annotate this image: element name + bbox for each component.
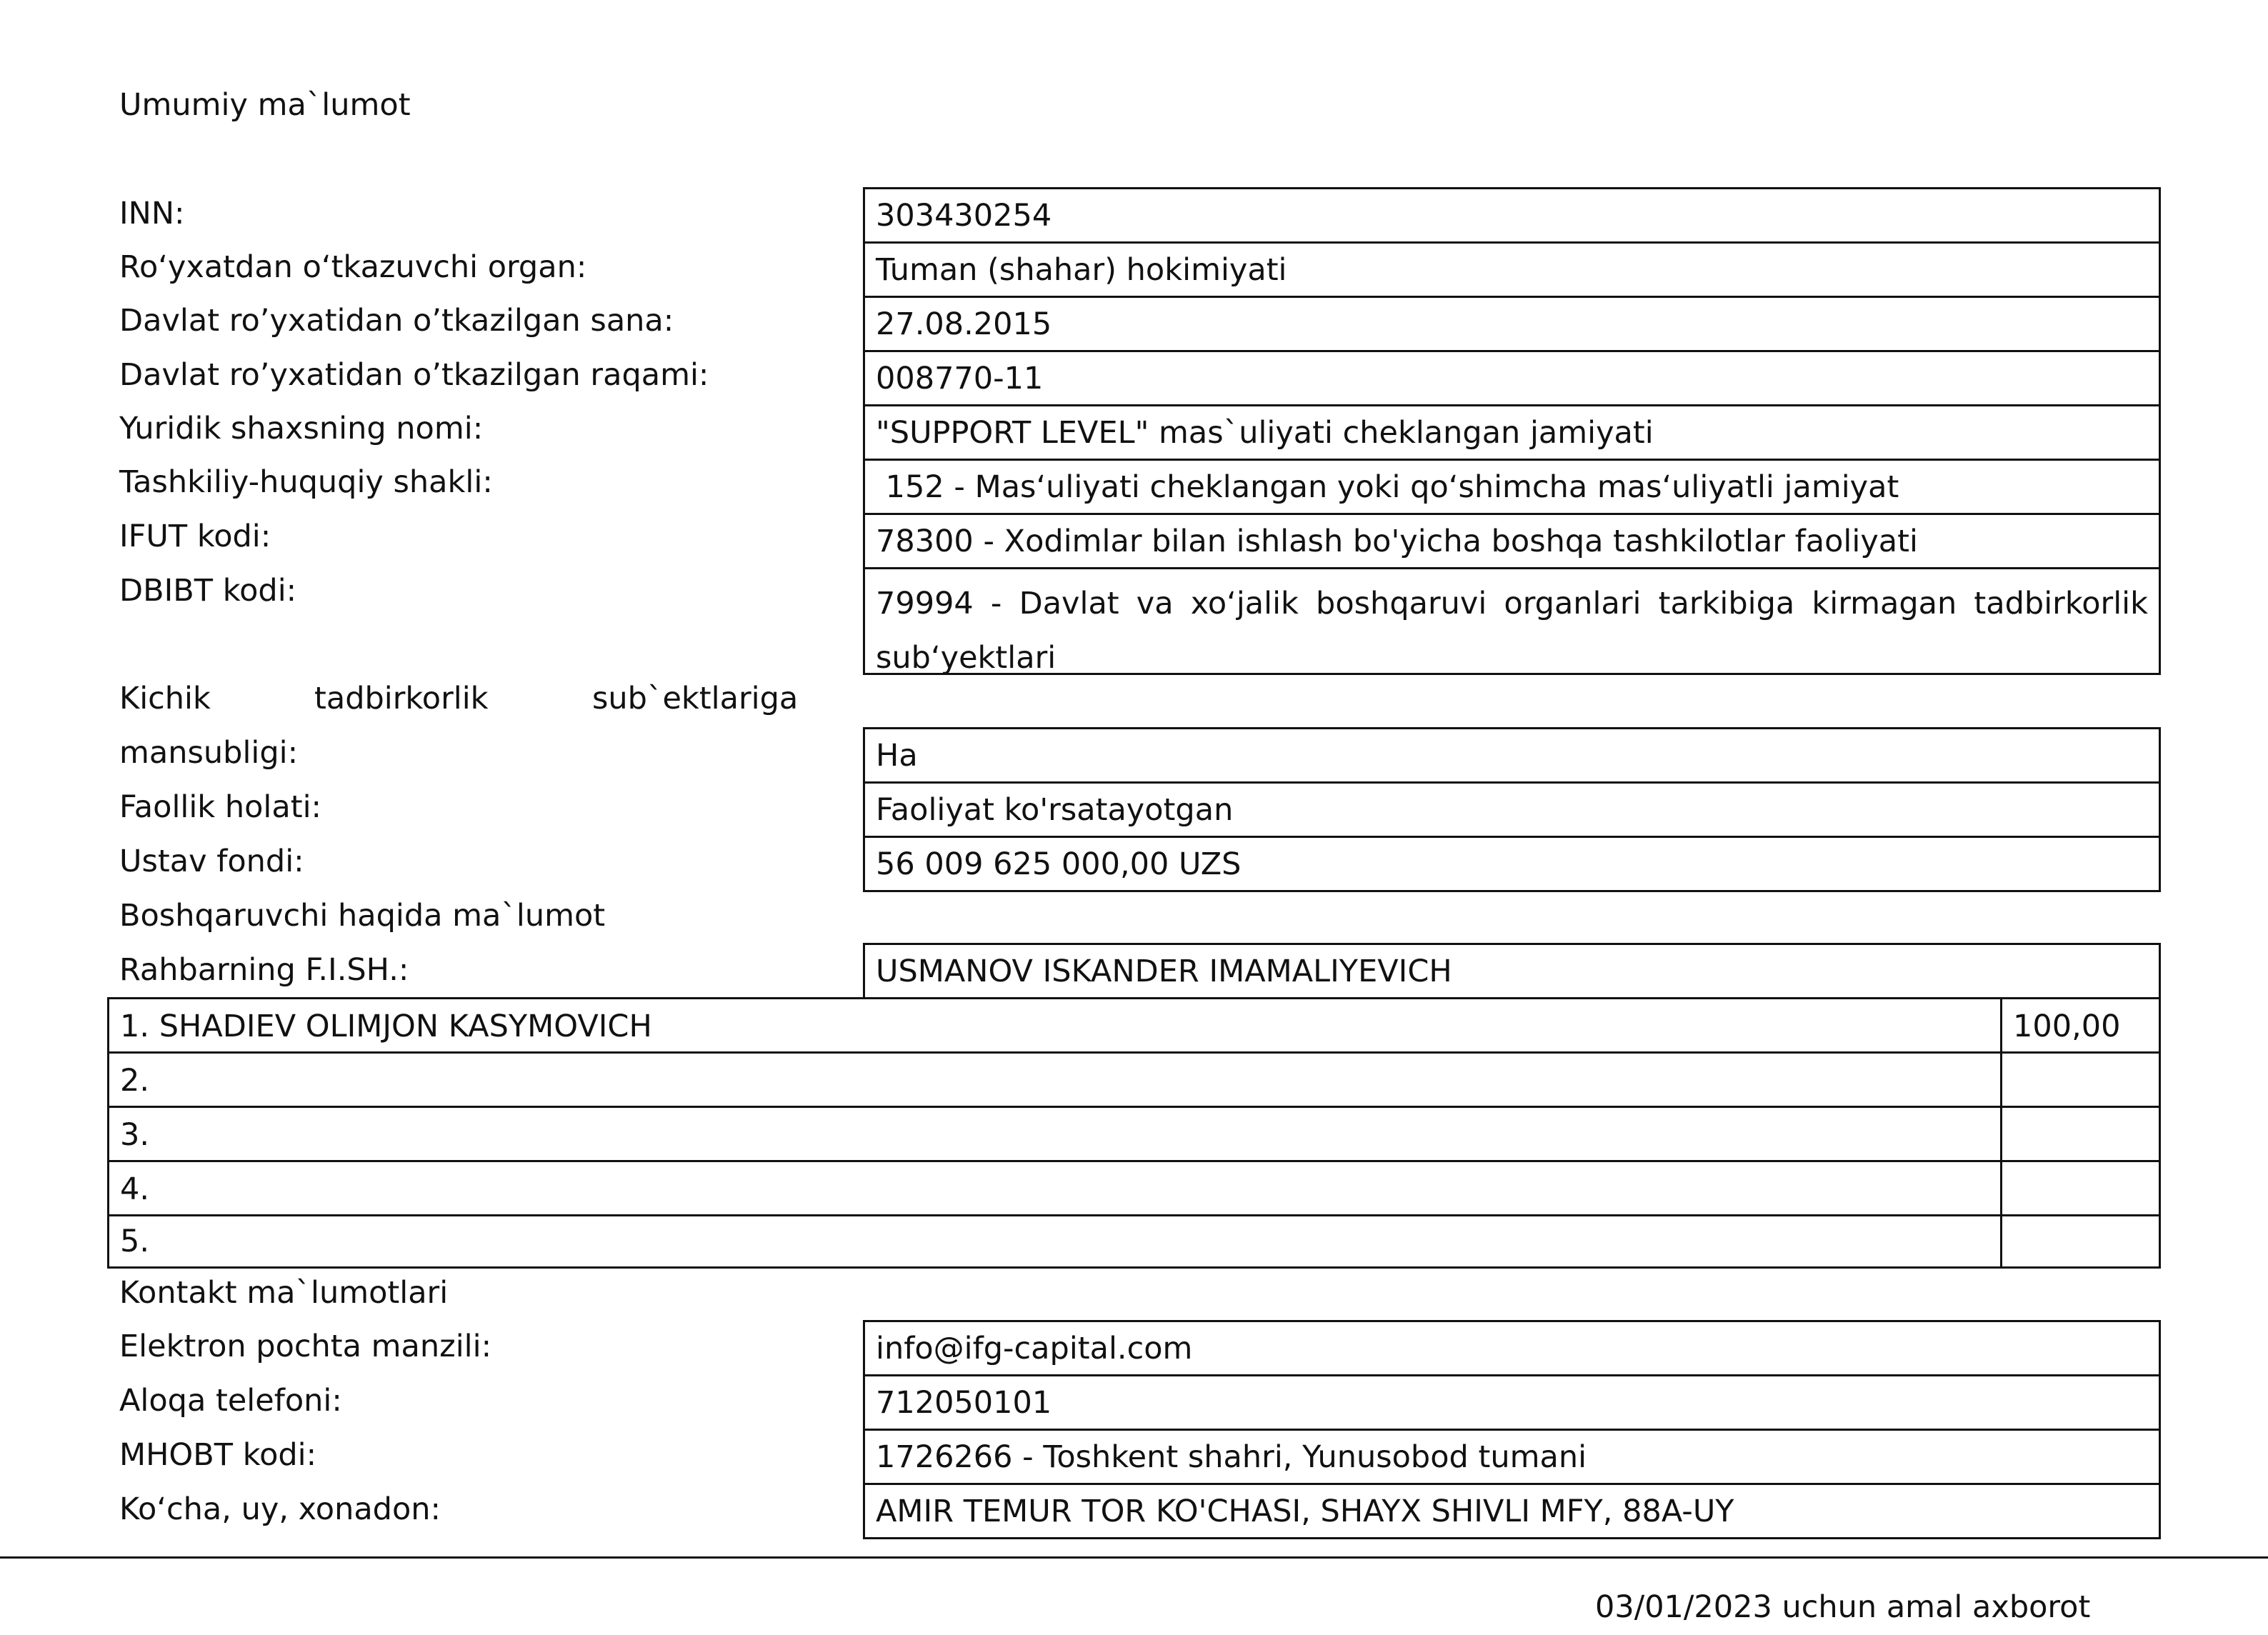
registering-authority-label: Ro‘yxatdan o‘tkazuvchi organ: [119,249,587,285]
inn-label: INN: [119,196,185,231]
registering-authority-value: Tuman (shahar) hokimiyati [863,241,2161,298]
street-address-label: Ko‘cha, uy, xonadon: [119,1491,441,1527]
registration-date-value: 27.08.2015 [863,296,2161,352]
registration-number-label: Davlat ro’yxatidan o’tkazilgan raqami: [119,357,709,393]
mhobt-code-value: 1726266 - Toshkent shahri, Yunusobod tumani [863,1429,2161,1485]
founder-name: 4. [120,1171,150,1207]
founder-share [2000,1216,2159,1266]
founders-table [107,997,2161,1269]
footer-date-note: 03/01/2023 uchun amal axborot [1595,1589,2091,1625]
footer-divider [0,1556,2268,1559]
small-business-label-word-1: Kichik [119,681,211,716]
founder-row [109,999,2159,1054]
legal-entity-name-label: Yuridik shaxsning nomi: [119,411,484,446]
founder-row [109,1054,2159,1108]
founder-share [2000,1108,2159,1162]
email-value: info@ifg-capital.com [863,1320,2161,1376]
small-business-value: Ha [863,727,2161,784]
section-title-contact: Kontakt ma`lumotlari [119,1275,449,1311]
manager-label: Rahbarning F.I.SH.: [119,952,409,988]
founder-name: 1. SHADIEV OLIMJON KASYMOVICH [120,1009,652,1044]
dbibt-code-label: DBIBT kodi: [119,573,297,609]
section-title-manager: Boshqaruvchi haqida ma`lumot [119,898,606,934]
founder-name: 5. [120,1224,150,1259]
founder-row [109,1216,2159,1266]
mhobt-code-label: MHOBT kodi: [119,1437,317,1473]
founder-share: 100,00 [2000,999,2159,1054]
inn-value: 303430254 [863,187,2161,244]
legal-form-label: Tashkiliy-huquqiy shakli: [119,464,493,500]
founder-share [2000,1162,2159,1216]
founder-name: 2. [120,1063,150,1099]
founder-name: 3. [120,1117,150,1153]
small-business-label-word-2: tadbirkorlik [314,681,489,716]
ifut-code-label: IFUT kodi: [119,519,271,554]
phone-value: 712050101 [863,1374,2161,1431]
founder-row [109,1162,2159,1216]
small-business-label-word-3: sub`ektlariga [592,681,799,716]
legal-entity-name-value: "SUPPORT LEVEL" mas`uliyati cheklangan jamiyati [863,404,2161,461]
manager-value: USMANOV ISKANDER IMAMALIYEVICH [863,943,2161,999]
section-title-general: Umumiy ma`lumot [119,87,411,123]
ifut-code-value: 78300 - Xodimlar bilan ishlash bo'yicha boshqa tashkilotlar faoliyati [863,513,2161,569]
founder-row [109,1108,2159,1162]
activity-status-label: Faollik holati: [119,789,322,825]
dbibt-code-value: 79994 - Davlat va xo‘jalik boshqaruvi organlari tarkibiga kirmagan tadbirkorlik sub‘yektlari [863,567,2161,675]
charter-fund-value: 56 009 625 000,00 UZS [863,836,2161,892]
registration-date-label: Davlat ro’yxatidan o’tkazilgan sana: [119,303,674,339]
legal-form-value: 152 - Mas‘uliyati cheklangan yoki qo‘shimcha mas‘uliyatli jamiyat [863,459,2161,515]
phone-label: Aloqa telefoni: [119,1383,342,1419]
small-business-label-line-2: mansubligi: [119,735,299,771]
email-label: Elektron pochta manzili: [119,1329,492,1364]
activity-status-value: Faoliyat ko'rsatayotgan [863,781,2161,838]
founder-share [2000,1054,2159,1108]
charter-fund-label: Ustav fondi: [119,844,304,879]
street-address-value: AMIR TEMUR TOR KO'CHASI, SHAYX SHIVLI MFY, 88A-UY [863,1483,2161,1539]
registration-number-value: 008770-11 [863,350,2161,406]
